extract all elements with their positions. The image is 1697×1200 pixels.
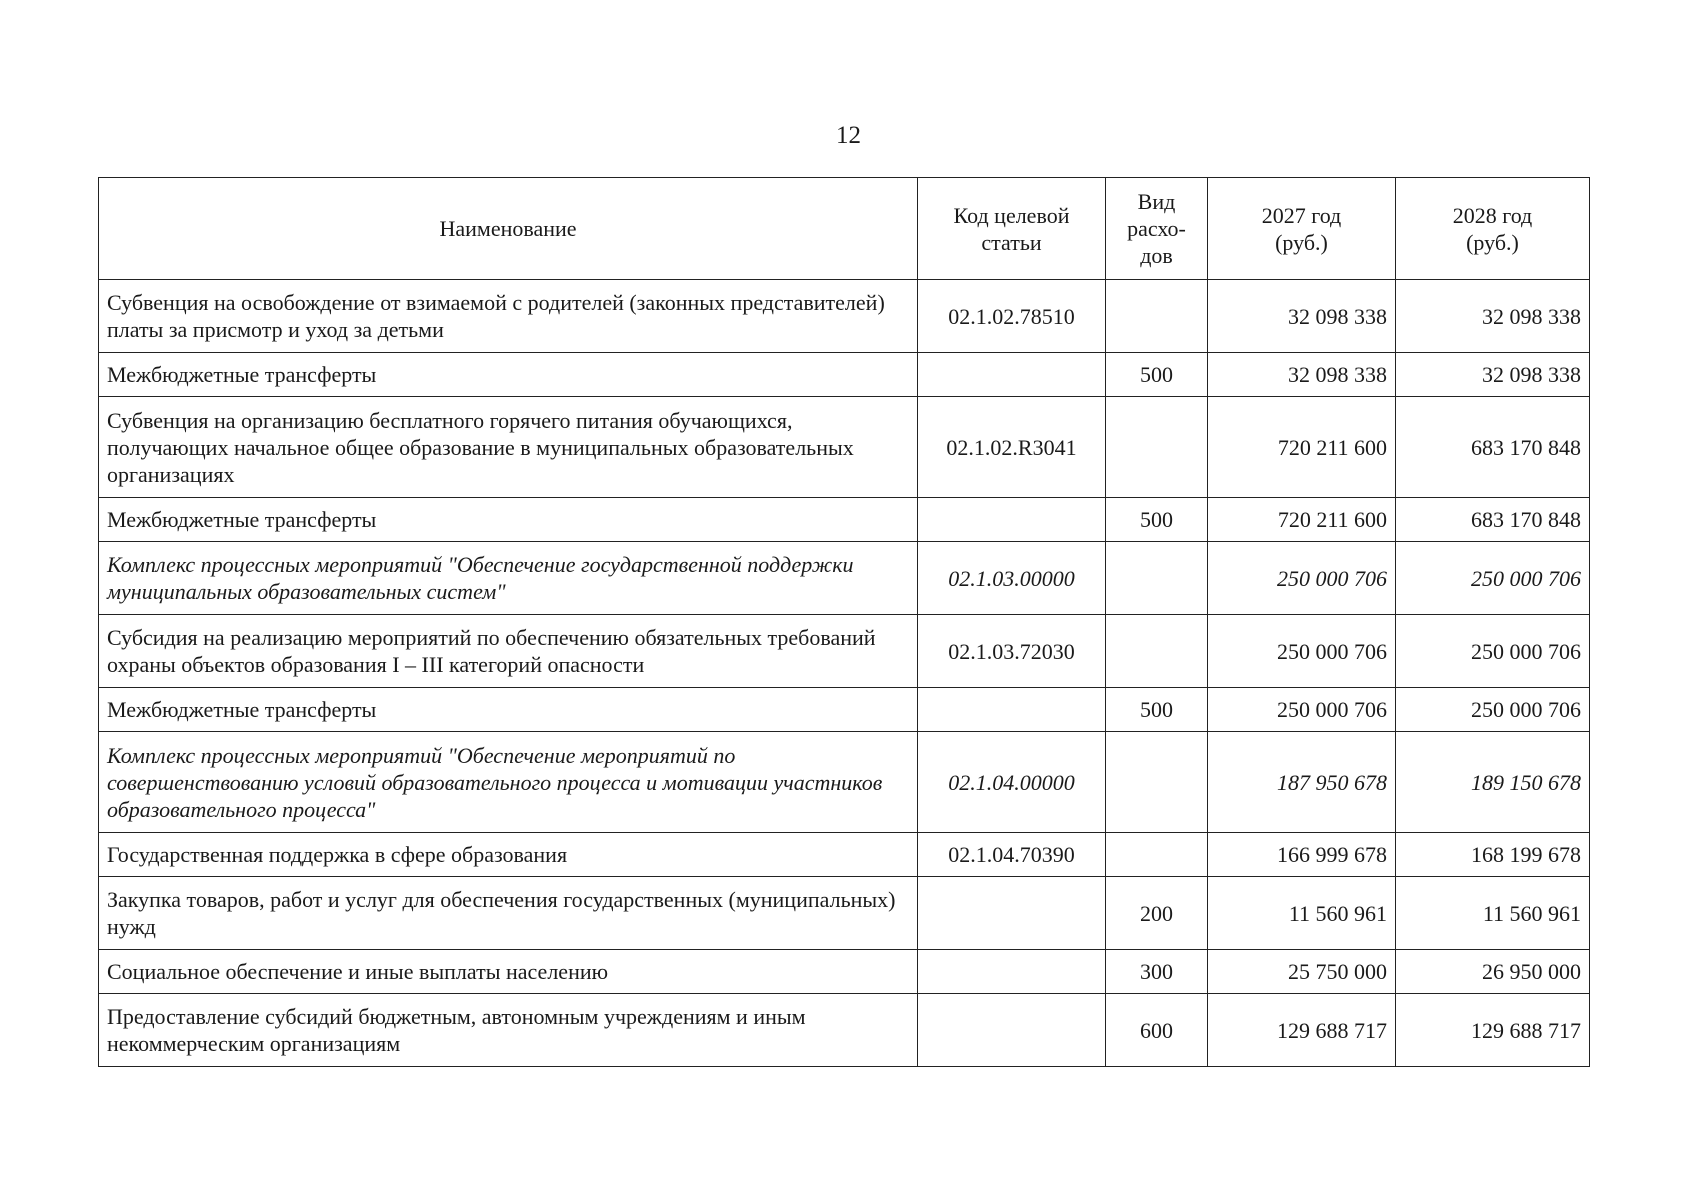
page-number: 12 [836, 122, 861, 149]
row-2027: 250 000 706 [1208, 688, 1396, 732]
row-name: Субвенция на освобождение от взимаемой с родителей (законных представителей) платы за присмотр и уход за детьми [99, 280, 918, 353]
row-code [918, 950, 1106, 994]
table-row [99, 994, 1590, 1067]
row-kind [1106, 542, 1208, 615]
row-2027: 32 098 338 [1208, 353, 1396, 397]
header-2028 [1396, 178, 1590, 280]
budget-table [98, 177, 1590, 1067]
row-2028: 250 000 706 [1396, 542, 1590, 615]
row-kind: 500 [1106, 353, 1208, 397]
row-2028: 129 688 717 [1396, 994, 1590, 1067]
header-code [918, 178, 1106, 280]
row-2028: 683 170 848 [1396, 498, 1590, 542]
row-name: Закупка товаров, работ и услуг для обеспечения государственных (муниципальных) нужд [99, 877, 918, 950]
row-name: Комплекс процессных мероприятий "Обеспечение мероприятий по совершенствованию условий образовательного процесса и мотивации участников образовательного процесса" [99, 732, 918, 833]
row-2027: 250 000 706 [1208, 542, 1396, 615]
row-code: 02.1.03.00000 [918, 542, 1106, 615]
row-kind [1106, 833, 1208, 877]
row-2028: 26 950 000 [1396, 950, 1590, 994]
row-2028: 168 199 678 [1396, 833, 1590, 877]
row-name: Межбюджетные трансферты [99, 688, 918, 732]
row-code: 02.1.02.R3041 [918, 397, 1106, 498]
table-row [99, 542, 1590, 615]
header-2027 [1208, 178, 1396, 280]
row-code [918, 688, 1106, 732]
row-2028: 32 098 338 [1396, 353, 1590, 397]
row-kind: 500 [1106, 498, 1208, 542]
row-2027: 129 688 717 [1208, 994, 1396, 1067]
row-2028: 11 560 961 [1396, 877, 1590, 950]
row-2027: 720 211 600 [1208, 397, 1396, 498]
row-2027: 187 950 678 [1208, 732, 1396, 833]
row-2027: 166 999 678 [1208, 833, 1396, 877]
row-kind [1106, 615, 1208, 688]
table-row [99, 280, 1590, 353]
row-name: Комплекс процессных мероприятий "Обеспечение государственной поддержки муниципальных образовательных систем" [99, 542, 918, 615]
row-2028: 683 170 848 [1396, 397, 1590, 498]
row-name: Субвенция на организацию бесплатного горячего питания обучающихся, получающих начальное общее образование в муниципальных образовательных организациях [99, 397, 918, 498]
header-kind [1106, 178, 1208, 280]
row-name: Предоставление субсидий бюджетным, автономным учреждениям и иным некоммерческим организациям [99, 994, 918, 1067]
header-kind-text: Вид расхо-дов [1127, 189, 1186, 268]
row-2027: 32 098 338 [1208, 280, 1396, 353]
row-code: 02.1.03.72030 [918, 615, 1106, 688]
table-header-row [99, 178, 1590, 280]
row-kind: 300 [1106, 950, 1208, 994]
row-code [918, 498, 1106, 542]
row-2027: 25 750 000 [1208, 950, 1396, 994]
row-kind [1106, 280, 1208, 353]
row-code: 02.1.04.00000 [918, 732, 1106, 833]
table-row [99, 615, 1590, 688]
header-2027-text: 2027 год (руб.) [1261, 202, 1342, 255]
row-code [918, 994, 1106, 1067]
row-kind: 500 [1106, 688, 1208, 732]
row-name: Межбюджетные трансферты [99, 353, 918, 397]
row-name: Социальное обеспечение и иные выплаты населению [99, 950, 918, 994]
row-2028: 250 000 706 [1396, 615, 1590, 688]
row-2027: 250 000 706 [1208, 615, 1396, 688]
table-row [99, 397, 1590, 498]
row-kind: 200 [1106, 877, 1208, 950]
row-kind: 600 [1106, 994, 1208, 1067]
row-2028: 189 150 678 [1396, 732, 1590, 833]
table-row [99, 877, 1590, 950]
row-code: 02.1.04.70390 [918, 833, 1106, 877]
row-name: Субсидия на реализацию мероприятий по обеспечению обязательных требований охраны объектов образования I – III категорий опасности [99, 615, 918, 688]
row-code [918, 877, 1106, 950]
row-code: 02.1.02.78510 [918, 280, 1106, 353]
row-name: Государственная поддержка в сфере образования [99, 833, 918, 877]
row-2027: 11 560 961 [1208, 877, 1396, 950]
row-name: Межбюджетные трансферты [99, 498, 918, 542]
header-2028-text: 2028 год (руб.) [1452, 202, 1533, 255]
header-code-text: Код целевой статьи [953, 202, 1070, 255]
table-row [99, 688, 1590, 732]
row-kind [1106, 732, 1208, 833]
row-code [918, 353, 1106, 397]
row-2028: 32 098 338 [1396, 280, 1590, 353]
table-row [99, 950, 1590, 994]
row-kind [1106, 397, 1208, 498]
table-row [99, 353, 1590, 397]
row-2027: 720 211 600 [1208, 498, 1396, 542]
header-name: Наименование [99, 178, 918, 280]
table-row [99, 833, 1590, 877]
row-2028: 250 000 706 [1396, 688, 1590, 732]
table-row [99, 732, 1590, 833]
table-row [99, 498, 1590, 542]
